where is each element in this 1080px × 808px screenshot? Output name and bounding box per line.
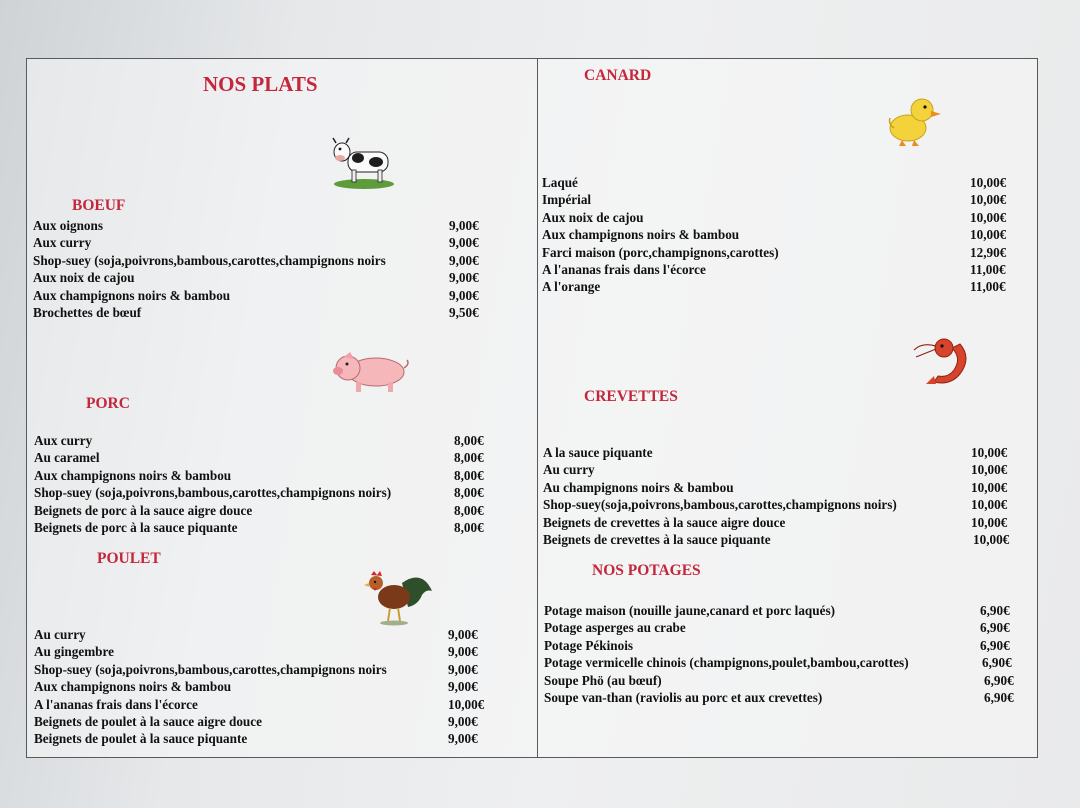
section-heading-canard: CANARD: [584, 67, 652, 84]
section-heading-porc: PORC: [86, 395, 130, 412]
section-heading-potages: NOS POTAGES: [592, 562, 701, 579]
poulet-list: [34, 626, 494, 748]
item-name: Potage vermicelle chinois (champignons,poulet,bambou,carottes): [544, 655, 909, 671]
list-item: [544, 654, 1024, 671]
boeuf-list: [33, 217, 493, 321]
canard-list: [542, 174, 1022, 296]
list-item: [543, 514, 1023, 531]
section-heading-crevettes: CREVETTES: [584, 388, 678, 405]
porc-list: [34, 432, 494, 536]
list-item: [543, 479, 1023, 496]
item-name: Beignets de poulet à la sauce aigre douce: [34, 713, 262, 729]
item-name: Aux curry: [34, 433, 93, 448]
list-item: [34, 467, 494, 484]
item-name: Aux oignons: [33, 218, 103, 233]
item-name: Beignets de crevettes à la sauce aigre douce: [543, 514, 786, 530]
item-price: 9,00€: [448, 627, 478, 642]
item-price: 10,00€: [448, 696, 485, 712]
item-price: 6,90€: [980, 637, 1010, 653]
item-price: 11,00€: [970, 261, 1006, 277]
item-name: A l'orange: [542, 279, 601, 295]
item-name: Brochettes de bœuf: [33, 304, 142, 320]
list-item: [33, 217, 493, 234]
item-price: 10,00€: [970, 227, 1007, 243]
cow-icon: [328, 134, 400, 190]
list-item: [544, 602, 1024, 619]
item-price: 8,00€: [454, 433, 484, 448]
item-price: 9,00€: [449, 252, 479, 268]
item-price: 8,00€: [454, 450, 484, 466]
item-name: Potage asperges au crabe: [544, 620, 686, 636]
list-item: [34, 730, 494, 747]
item-price: 10,00€: [970, 209, 1007, 225]
list-item: [542, 191, 1022, 208]
item-name: Aux champignons noirs & bambou: [33, 287, 231, 303]
list-item: [544, 689, 1024, 706]
list-item: [33, 304, 493, 321]
item-name: Beignets de porc à la sauce aigre douce: [34, 502, 253, 518]
item-price: 10,00€: [971, 497, 1008, 513]
item-price: 9,00€: [448, 644, 478, 660]
item-name: Shop-suey(soja,poivrons,bambous,carottes,champignons noirs): [543, 497, 897, 513]
item-name: Aux champignons noirs & bambou: [542, 227, 740, 243]
item-price: 9,00€: [448, 731, 478, 747]
list-item: [542, 261, 1022, 278]
item-price: 10,00€: [970, 192, 1007, 208]
item-price: 10,00€: [971, 445, 1008, 460]
list-item: [544, 619, 1024, 636]
list-item: [34, 713, 494, 730]
item-price: 9,00€: [448, 679, 478, 695]
item-name: Aux noix de cajou: [33, 270, 135, 286]
item-name: Beignets de porc à la sauce piquante: [34, 519, 238, 535]
section-heading-boeuf: BOEUF: [72, 197, 126, 214]
item-name: Soupe Phö (au bœuf): [544, 672, 662, 688]
item-name: A la sauce piquante: [543, 445, 653, 460]
item-name: Potage maison (nouille jaune,canard et porc laqués): [544, 603, 835, 618]
item-price: 8,00€: [454, 519, 484, 535]
item-name: Impérial: [542, 192, 592, 208]
item-price: 12,90€: [970, 244, 1007, 260]
item-price: 9,00€: [449, 287, 479, 303]
item-name: Shop-suey (soja,poivrons,bambous,carottes,champignons noirs: [34, 661, 387, 677]
duck-icon: [886, 94, 942, 150]
item-name: Au champignons noirs & bambou: [543, 479, 734, 495]
item-name: Laqué: [542, 175, 578, 190]
item-price: 10,00€: [971, 514, 1008, 530]
item-price: 6,90€: [984, 672, 1014, 688]
list-item: [33, 252, 493, 269]
item-price: 8,00€: [454, 485, 484, 501]
list-item: [34, 519, 494, 536]
list-item: [542, 278, 1022, 295]
list-item: [544, 637, 1024, 654]
potages-list: [544, 602, 1024, 706]
item-name: A l'ananas frais dans l'écorce: [34, 696, 198, 712]
list-item: [34, 449, 494, 466]
list-item: [34, 696, 494, 713]
shrimp-icon: [912, 336, 972, 388]
item-price: 10,00€: [971, 479, 1008, 495]
item-price: 6,90€: [982, 655, 1012, 671]
list-item: [33, 269, 493, 286]
item-price: 10,00€: [970, 175, 1007, 190]
list-item: [34, 484, 494, 501]
item-name: Soupe van-than (raviolis au porc et aux crevettes): [544, 689, 823, 705]
list-item: [542, 209, 1022, 226]
list-item: [543, 496, 1023, 513]
item-price: 9,00€: [449, 235, 479, 251]
item-name: A l'ananas frais dans l'écorce: [542, 261, 706, 277]
item-name: Farci maison (porc,champignons,carottes): [542, 244, 779, 260]
item-name: Shop-suey (soja,poivrons,bambous,carottes,champignons noirs): [34, 485, 392, 501]
list-item: [33, 234, 493, 251]
item-price: 11,00€: [970, 279, 1006, 295]
list-item: [34, 502, 494, 519]
list-item: [542, 244, 1022, 261]
list-item: [34, 626, 494, 643]
list-item: [542, 226, 1022, 243]
list-item: [33, 287, 493, 304]
item-name: Au caramel: [34, 450, 100, 466]
item-price: 10,00€: [971, 462, 1008, 478]
item-name: Au gingembre: [34, 644, 114, 660]
item-name: Au curry: [543, 462, 595, 478]
crevettes-list: [543, 444, 1023, 548]
list-item: [543, 461, 1023, 478]
item-name: Beignets de crevettes à la sauce piquante: [543, 531, 771, 547]
item-price: 9,00€: [448, 713, 478, 729]
item-name: Aux champignons noirs & bambou: [34, 679, 232, 695]
list-item: [34, 678, 494, 695]
list-item: [34, 643, 494, 660]
list-item: [34, 432, 494, 449]
rooster-icon: [362, 569, 434, 627]
item-price: 8,00€: [454, 467, 484, 483]
item-name: Aux noix de cajou: [542, 209, 644, 225]
item-price: 6,90€: [984, 689, 1014, 705]
list-item: [542, 174, 1022, 191]
section-heading-poulet: POULET: [97, 550, 161, 567]
item-price: 6,90€: [980, 603, 1010, 618]
item-name: Beignets de poulet à la sauce piquante: [34, 731, 248, 747]
column-divider: [537, 58, 538, 758]
item-price: 6,90€: [980, 620, 1010, 636]
list-item: [34, 661, 494, 678]
item-name: Shop-suey (soja,poivrons,bambous,carottes,champignons noirs: [33, 252, 386, 268]
item-name: Potage Pékinois: [544, 637, 634, 653]
item-name: Aux curry: [33, 235, 92, 251]
item-price: 8,00€: [454, 502, 484, 518]
item-name: Au curry: [34, 627, 86, 642]
item-name: Aux champignons noirs & bambou: [34, 467, 232, 483]
item-price: 10,00€: [973, 531, 1010, 547]
item-price: 9,00€: [449, 218, 479, 233]
item-price: 9,00€: [449, 270, 479, 286]
item-price: 9,00€: [448, 661, 478, 677]
list-item: [544, 672, 1024, 689]
list-item: [543, 444, 1023, 461]
pig-icon: [330, 350, 410, 394]
page-title: NOS PLATS: [203, 72, 318, 96]
item-price: 9,50€: [449, 304, 479, 320]
list-item: [543, 531, 1023, 548]
